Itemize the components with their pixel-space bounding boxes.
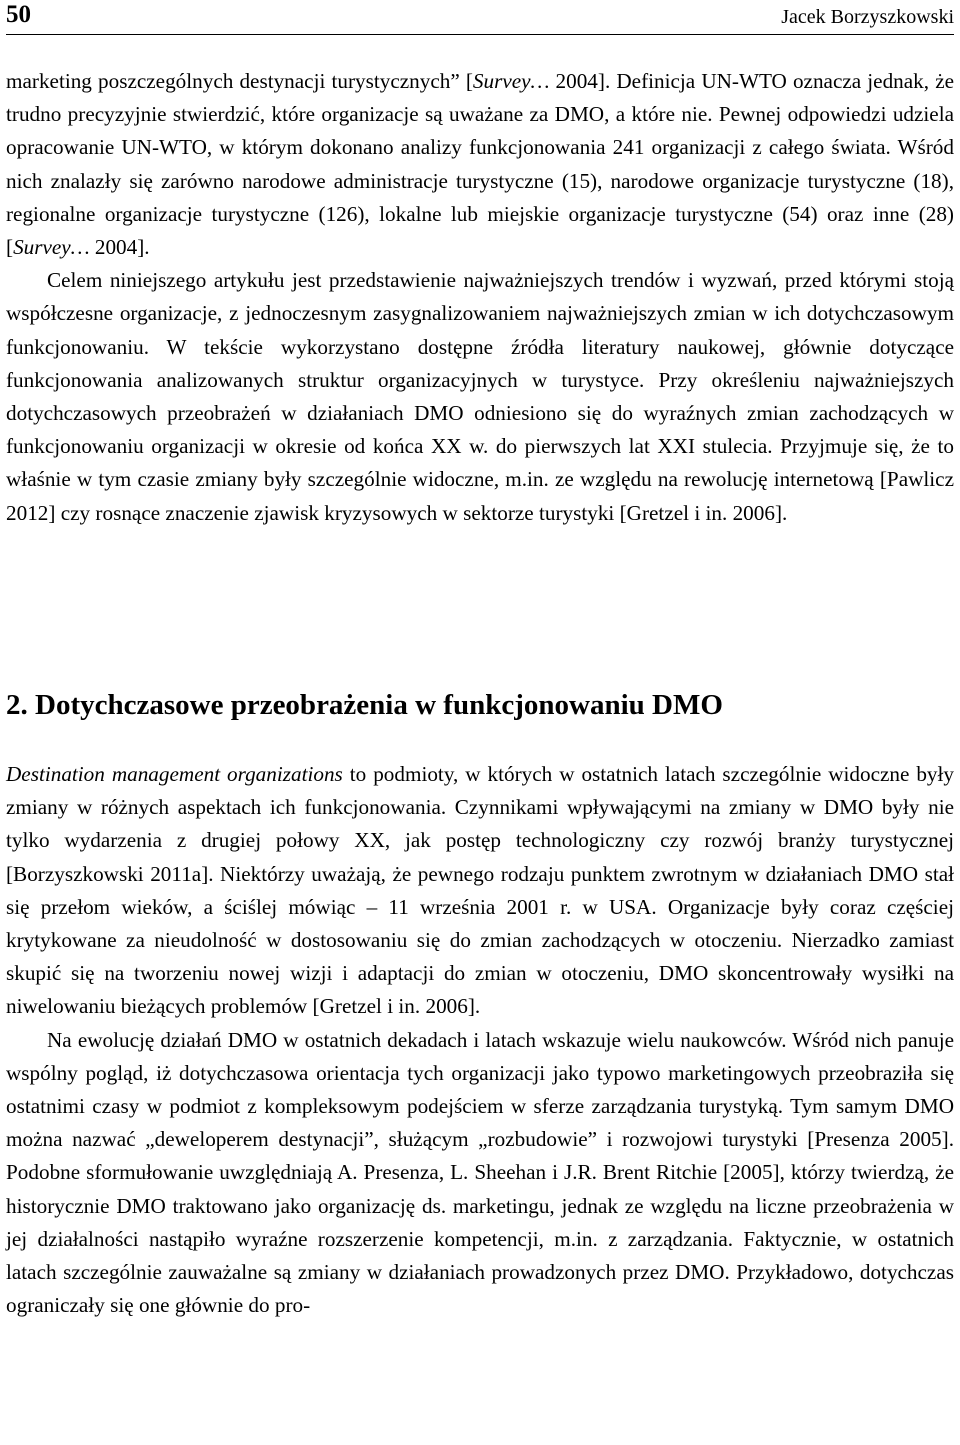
italic-text-run: Survey… — [13, 235, 90, 260]
paragraph — [6, 1024, 954, 1323]
running-head-author: Jacek Borzyszkowski — [781, 6, 954, 28]
paragraph — [6, 264, 954, 530]
paragraph — [6, 758, 954, 1024]
italic-text-run: Destination management organizations — [6, 762, 343, 786]
page-header — [6, 0, 954, 35]
text-run: 2004]. — [89, 235, 150, 260]
text-run: Na ewolucję działań DMO w ostatnich dekadach i latach wskazuje wielu naukowców. Wśród nich panuje wspólny pogląd, iż dotychczasowa orientacja tych organizacji jako typowo marketingowych przeobraziła się ostatnimi czasy w podmiot z kompleksowym podejściem w sferze zarządzania turystyką. Tym samym DMO można nazwać „deweloperem destynacji”, służącym „rozbudowie” i rozwojowi turystyki [Presenza 2005]. Podobne sformułowanie uwzględniają A. Presenza, L. Sheehan i J.R. Brent Ritchie [2005], którzy twierdzą, że historycznie DMO traktowano jako organizację ds. marketingu, jednak ze względu na liczne przeobrażenia w jej działalności nastąpiło wyraźne rozszerzenie kompetencji, m.in. z zarządzania. Faktycznie, w ostatnich latach szczególnie zauważalne są zmiany w działaniach prowadzonych przez DMO. Przykładowo, dotychczas ograniczały się one głównie do pro- — [6, 1027, 954, 1318]
text-run: Celem niniejszego artykułu jest przedstawienie najważniejszych trendów i wyzwań, przed którymi stoją współczesne organizacje, z jednoczesnym zasygnalizowaniem najważniejszych zmian w ich dotychczasowym funkcjonowaniu. W tekście wykorzystano dostępne źródła literatury naukowej, głównie dotyczące funkcjonowania analizowanych struktur organizacyjnych w turystyce. Przy określeniu najważniejszych dotychczasowych przeobrażeń w działaniach DMO odniesiono się do wyraźnych zmian zachodzących w funkcjonowaniu organizacji w okresie od końca XX w. do pierwszych lat XXI stulecia. Przyjmuje się, że to właśnie w tym czasie zmiany były szczególnie widoczne, m.in. ze względu na rewolucję internetową [Pawlicz 2012] czy rosnące znaczenie zjawisk kryzysowych w sektorze turystyki [Gretzel i in. 2006]. — [6, 268, 954, 525]
page-number: 50 — [6, 1, 31, 28]
section-heading: 2. Dotychczasowe przeobrażenia w funkcjonowaniu DMO — [6, 689, 723, 721]
text-run: marketing poszczególnych destynacji turystycznych” [ — [6, 69, 473, 93]
text-run: to podmioty, w których w ostatnich latach szczególnie widoczne były zmiany w różnych aspektach ich funkcjonowania. Czynnikami wpływającymi na zmiany w DMO były nie tylko wydarzenia z drugiej połowy XX, jak postęp technologiczny czy rozwój branży turystycznej [Borzyszkowski 2011a]. Niektórzy uważają, że pewnego rodzaju punktem zwrotnym w działaniach DMO stał się przełom wieków, a ściślej mówiąc – 11 września 2001 r. w USA. Organizacje były coraz częściej krytykowane za nieudolność w dostosowaniu się do zmian zachodzących w otoczeniu. Nierzadko zamiast skupić się na tworzeniu nowej wizji i adaptacji do zmian w otoczeniu, DMO skoncentrowały wysiłki na niwelowaniu bieżących problemów [Gretzel i in. 2006]. — [6, 762, 955, 1019]
section-1-body — [6, 65, 954, 530]
paragraph — [6, 65, 954, 264]
section-2-body — [6, 758, 954, 1322]
text-run: 2004]. Definicja UN-WTO oznacza jednak, że trudno precyzyjnie stwierdzić, które organizacje są uważane za DMO, a które nie. Pewnej odpowiedzi udziela opracowanie UN-WTO, w którym dokonano analizy funkcjonowania 241 organizacji z całego świata. Wśród nich znalazły się zarówno narodowe administracje turystyczne (15), narodowe organizacje turystyczne (18), regionalne organizacje turystyczne (126), lokalne lub miejskie organizacje turystyczne (54) oraz inne (28) [ — [6, 69, 955, 260]
italic-text-run: Survey… — [472, 69, 550, 93]
